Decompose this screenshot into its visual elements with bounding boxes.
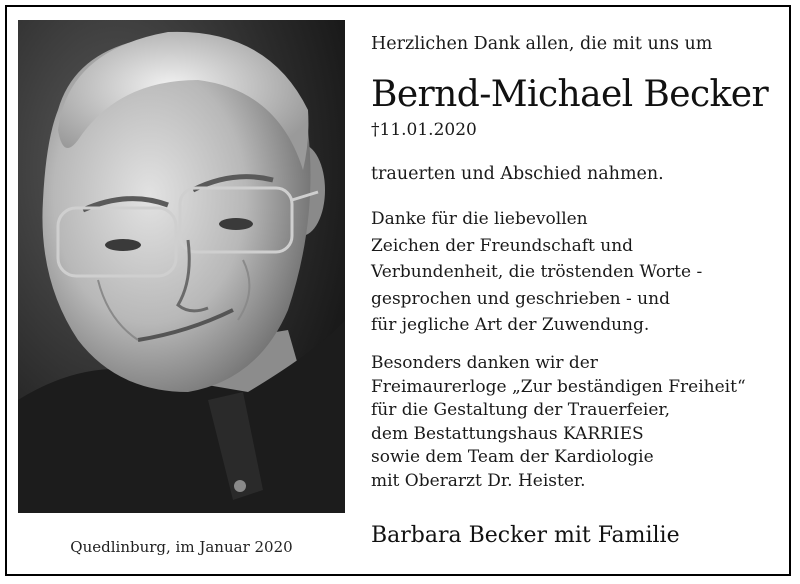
portrait-photo [18, 20, 345, 513]
thanks-line: Zeichen der Freundschaft und [371, 235, 634, 256]
special-thanks-paragraph [371, 352, 746, 493]
special-thanks-line: sowie dem Team der Kardiologie [371, 447, 654, 467]
deceased-name: Bernd-Michael Becker [371, 74, 769, 115]
thanks-paragraph [371, 206, 702, 339]
death-date: †11.01.2020 [371, 120, 477, 140]
thanks-line: Verbundenheit, die tröstenden Worte - [371, 262, 703, 282]
mourning-text: trauerten und Abschied nahmen. [371, 164, 664, 184]
thanks-line: gesprochen und geschrieben - und [371, 288, 670, 309]
intro-text: Herzlichen Dank allen, die mit uns um [371, 34, 713, 54]
special-thanks-line: Freimaurerloge „Zur beständigen Freiheit“ [371, 376, 746, 397]
special-thanks-line: für die Gestaltung der Trauerfeier, [371, 400, 671, 420]
signature: Barbara Becker mit Familie [371, 523, 680, 548]
special-thanks-line: mit Oberarzt Dr. Heister. [371, 470, 586, 491]
thanks-line: für jegliche Art der Zuwendung. [371, 315, 650, 335]
special-thanks-line: Besonders danken wir der [371, 353, 598, 373]
place-date-caption: Quedlinburg, im Januar 2020 [70, 538, 293, 556]
thanks-line: Danke für die liebevollen [371, 209, 588, 229]
special-thanks-line: dem Bestattungshaus KARRIES [371, 423, 644, 444]
